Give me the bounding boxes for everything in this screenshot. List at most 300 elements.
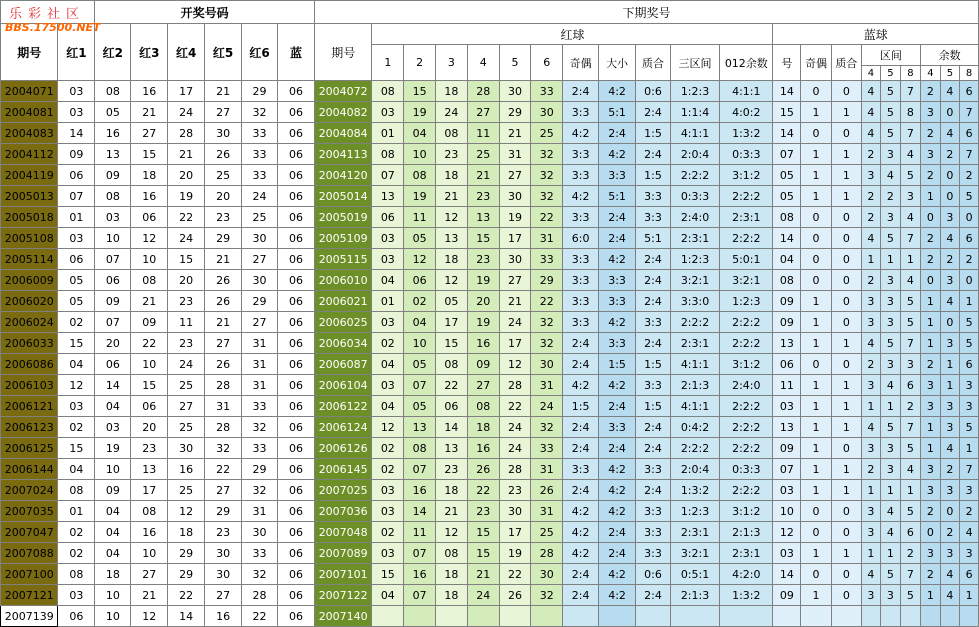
remainder-cell: 7: [960, 102, 979, 123]
next-red-number-cell: 30: [531, 354, 563, 375]
remainder-cell: 3: [921, 375, 940, 396]
blue-odd-even-cell: 0: [801, 228, 832, 249]
big-small-cell: 4:2: [599, 564, 636, 585]
interval-cell: 4: [861, 228, 880, 249]
next-red-number-cell: 17: [499, 522, 531, 543]
interval-cell: [881, 606, 900, 627]
mod3-cell: 1:3:2: [720, 585, 773, 606]
red-number-cell: 27: [242, 249, 278, 270]
next-red-number-cell: 03: [372, 228, 404, 249]
interval-cell: [900, 606, 921, 627]
blue-odd-even-cell: 1: [801, 585, 832, 606]
odd-even-cell: 3:3: [563, 207, 599, 228]
interval-cell: 4: [900, 459, 921, 480]
next-red-number-cell: 18: [436, 249, 468, 270]
blue-number-stat-cell: 08: [773, 270, 801, 291]
red-number-cell: 07: [95, 312, 131, 333]
big-small-header: 大小: [599, 45, 636, 81]
next-red-number-cell: 31: [531, 228, 563, 249]
odd-even-cell: 6:0: [563, 228, 599, 249]
blue-number-cell: 06: [277, 165, 314, 186]
table-row: [1, 543, 979, 564]
blue-prime-cell: 1: [831, 186, 861, 207]
remainder-cell: 2: [921, 81, 940, 102]
next-red-number-cell: 19: [404, 102, 436, 123]
odd-even-cell: 2:4: [563, 333, 599, 354]
remainder-cell: 3: [921, 396, 940, 417]
remainder-cell: 2: [921, 228, 940, 249]
red-number-cell: 23: [168, 291, 205, 312]
interval-cell: 3: [900, 354, 921, 375]
issue-cell: 2004112: [1, 144, 58, 165]
table-row: [1, 291, 979, 312]
next-red-number-cell: 04: [372, 585, 404, 606]
next-red-number-cell: 21: [436, 501, 468, 522]
blue-number-cell: 06: [277, 81, 314, 102]
next-red-number-cell: 05: [404, 396, 436, 417]
next-red-number-cell: 15: [436, 333, 468, 354]
next-red-number-cell: 30: [499, 81, 531, 102]
red-number-cell: 06: [131, 396, 168, 417]
blue-prime-cell: 1: [831, 543, 861, 564]
interval-cell: 5: [881, 333, 900, 354]
issue-cell: 2007088: [1, 543, 58, 564]
blue-number-stat-cell: 05: [773, 165, 801, 186]
next-red-number-cell: 31: [531, 375, 563, 396]
red-number-cell: 22: [131, 333, 168, 354]
remainder-cell: 4: [960, 522, 979, 543]
next-red-number-cell: 16: [404, 564, 436, 585]
red-number-cell: 32: [242, 102, 278, 123]
red-number-cell: 04: [95, 522, 131, 543]
red-number-cell: 31: [242, 333, 278, 354]
next-issue-cell: 2004113: [314, 144, 371, 165]
big-small-cell: 4:2: [599, 585, 636, 606]
big-small-cell: 4:2: [599, 249, 636, 270]
red-number-cell: 28: [168, 123, 205, 144]
red-number-cell: 21: [205, 81, 242, 102]
red-number-cell: 16: [131, 186, 168, 207]
remainder-cell: 1: [921, 312, 940, 333]
remainder-cell: 1: [921, 333, 940, 354]
blue-number-cell: 06: [277, 459, 314, 480]
big-small-cell: 2:4: [599, 228, 636, 249]
three-zone-cell: 1:2:3: [670, 249, 719, 270]
next-red-number-cell: 15: [467, 543, 499, 564]
next-red-number-cell: 33: [531, 81, 563, 102]
next-red-number-cell: [404, 606, 436, 627]
three-zone-cell: 3:2:1: [670, 543, 719, 564]
interval-cell: 3: [861, 165, 880, 186]
next-red-number-cell: 23: [467, 249, 499, 270]
interval-cell: 4: [900, 207, 921, 228]
next-red-number-cell: 32: [531, 186, 563, 207]
next-red-number-cell: 07: [404, 585, 436, 606]
next-red-number-cell: 24: [499, 417, 531, 438]
interval-cell: 3: [861, 438, 880, 459]
next-red-number-cell: 12: [404, 249, 436, 270]
mod3-cell: 1:2:3: [720, 291, 773, 312]
remainder-5-header: 5: [940, 66, 959, 81]
next-red-number-cell: 25: [467, 144, 499, 165]
interval-cell: 3: [881, 354, 900, 375]
blue-number-cell: 06: [277, 522, 314, 543]
three-zone-cell: 2:1:3: [670, 375, 719, 396]
next-issue-cell: 2004082: [314, 102, 371, 123]
mod3-cell: 2:4:0: [720, 375, 773, 396]
blue-number-cell: 06: [277, 375, 314, 396]
red-number-cell: 18: [168, 522, 205, 543]
next-red5-header: 5: [499, 45, 531, 81]
issue-cell: 2004081: [1, 102, 58, 123]
next-red-number-cell: 22: [499, 564, 531, 585]
interval-cell: 2: [861, 354, 880, 375]
table-row: [1, 333, 979, 354]
three-zone-cell: [670, 606, 719, 627]
interval-cell: 1: [881, 249, 900, 270]
red-number-cell: 33: [242, 123, 278, 144]
interval-cell: 3: [861, 375, 880, 396]
next-red-number-cell: 02: [372, 438, 404, 459]
next-red-number-cell: 31: [531, 459, 563, 480]
interval-cell: 4: [900, 144, 921, 165]
red-number-cell: 06: [95, 270, 131, 291]
blue-ball-header: 蓝球: [773, 24, 979, 45]
next-red-number-cell: 20: [467, 291, 499, 312]
interval-header: 区间: [861, 45, 920, 66]
next-issue-cell: 2006025: [314, 312, 371, 333]
next-red-number-cell: 05: [404, 228, 436, 249]
blue-prime-cell: [831, 606, 861, 627]
next-red-number-cell: 32: [531, 333, 563, 354]
remainder-cell: 2: [940, 144, 959, 165]
mod3-cell: 2:2:2: [720, 480, 773, 501]
next-issue-cell: 2006122: [314, 396, 371, 417]
remainder-cell: 4: [940, 228, 959, 249]
odd-even-cell: 3:3: [563, 102, 599, 123]
remainder-cell: 4: [940, 585, 959, 606]
next-red-number-cell: 11: [467, 123, 499, 144]
remainder-cell: 1: [940, 354, 959, 375]
red-number-cell: 04: [58, 354, 95, 375]
odd-even-cell: 3:3: [563, 249, 599, 270]
mod3-cell: 3:2:1: [720, 270, 773, 291]
next-red-number-cell: [499, 606, 531, 627]
red-number-cell: 30: [205, 123, 242, 144]
red-number-cell: 16: [131, 81, 168, 102]
blue-odd-even-cell: 0: [801, 501, 832, 522]
red-number-cell: 27: [168, 396, 205, 417]
next-red-number-cell: 27: [467, 375, 499, 396]
interval-cell: 4: [881, 165, 900, 186]
next-red-number-cell: 03: [372, 375, 404, 396]
interval-cell: 3: [881, 207, 900, 228]
mod3-cell: 4:2:0: [720, 564, 773, 585]
odd-even-cell: 3:3: [563, 291, 599, 312]
issue-cell: 2004119: [1, 165, 58, 186]
prime-composite-cell: 2:4: [636, 270, 671, 291]
red-number-cell: 06: [131, 207, 168, 228]
red-number-cell: 27: [131, 564, 168, 585]
next-red-number-cell: 30: [531, 102, 563, 123]
next-red-number-cell: 23: [499, 480, 531, 501]
remainder-8-header: 8: [960, 66, 979, 81]
next-red-number-cell: 04: [372, 270, 404, 291]
interval-cell: 1: [861, 543, 880, 564]
blue-number-cell: 06: [277, 312, 314, 333]
next-red-number-cell: 29: [499, 102, 531, 123]
big-small-cell: 2:4: [599, 438, 636, 459]
remainder-cell: 4: [940, 291, 959, 312]
next-red-number-cell: 27: [499, 165, 531, 186]
blue-number-cell: 06: [277, 606, 314, 627]
red-number-cell: 03: [95, 207, 131, 228]
blue-prime-cell: 1: [831, 165, 861, 186]
prime-composite-cell: 3:3: [636, 459, 671, 480]
issue-cell: 2006009: [1, 270, 58, 291]
big-small-cell: 2:4: [599, 123, 636, 144]
three-zone-cell: 4:1:1: [670, 354, 719, 375]
next-red-number-cell: 06: [372, 207, 404, 228]
red-number-cell: 15: [58, 333, 95, 354]
big-small-cell: 4:2: [599, 501, 636, 522]
red-number-cell: 27: [205, 480, 242, 501]
next-red-number-cell: 26: [467, 459, 499, 480]
prime-composite-cell: 1:5: [636, 354, 671, 375]
blue-number-cell: 06: [277, 207, 314, 228]
issue-cell: 2006103: [1, 375, 58, 396]
prime-composite-cell: 2:4: [636, 333, 671, 354]
next-red-number-cell: 08: [436, 123, 468, 144]
next-red-number-cell: 12: [436, 207, 468, 228]
three-zone-cell: 2:2:2: [670, 312, 719, 333]
blue-number-stat-cell: 03: [773, 396, 801, 417]
data-rows: [1, 81, 979, 627]
next-red-number-cell: 04: [372, 396, 404, 417]
red-number-cell: 02: [58, 522, 95, 543]
red-number-cell: 30: [242, 228, 278, 249]
odd-even-cell: 2:4: [563, 585, 599, 606]
red-number-cell: 27: [205, 333, 242, 354]
next-red-number-cell: 24: [499, 438, 531, 459]
blue-number-cell: 06: [277, 564, 314, 585]
interval-cell: 3: [900, 186, 921, 207]
big-small-cell: 2:4: [599, 522, 636, 543]
red-number-cell: 04: [95, 501, 131, 522]
prime-composite-cell: 1:5: [636, 396, 671, 417]
red2-header: 红2: [95, 24, 131, 81]
red-number-cell: 07: [58, 186, 95, 207]
red-number-cell: 05: [95, 102, 131, 123]
red-number-cell: 30: [168, 438, 205, 459]
blue-odd-even-cell: 0: [801, 354, 832, 375]
remainder-cell: 1: [921, 417, 940, 438]
prime-composite-cell: 3:3: [636, 312, 671, 333]
next-red-number-cell: 09: [467, 354, 499, 375]
red-number-cell: 32: [205, 438, 242, 459]
red-number-cell: 33: [242, 144, 278, 165]
next-red-number-cell: 14: [404, 501, 436, 522]
interval-cell: 2: [900, 543, 921, 564]
next-red-number-cell: 21: [467, 564, 499, 585]
red-number-cell: 32: [242, 417, 278, 438]
next-red-number-cell: 23: [436, 144, 468, 165]
red-number-cell: 21: [131, 585, 168, 606]
interval-cell: 4: [861, 564, 880, 585]
blue-odd-even-cell: 0: [801, 81, 832, 102]
remainder-cell: [940, 606, 959, 627]
red-number-cell: 25: [168, 417, 205, 438]
remainder-cell: 2: [921, 354, 940, 375]
issue-cell: 2006024: [1, 312, 58, 333]
odd-even-cell: 3:3: [563, 459, 599, 480]
red-ball-header: 红球: [372, 24, 773, 45]
red-number-cell: 25: [168, 480, 205, 501]
red-number-cell: 12: [131, 606, 168, 627]
red-number-cell: 15: [131, 144, 168, 165]
red-number-cell: 05: [58, 291, 95, 312]
mod3-cell: 4:1:1: [720, 81, 773, 102]
next-red-number-cell: 05: [404, 354, 436, 375]
next-red-number-cell: 31: [531, 501, 563, 522]
prime-composite-cell: 3:3: [636, 207, 671, 228]
issue-cell: 2006033: [1, 333, 58, 354]
next-issue-cell: 2005115: [314, 249, 371, 270]
odd-even-cell: 4:2: [563, 501, 599, 522]
red-number-cell: 16: [168, 459, 205, 480]
blue-odd-even-cell: 0: [801, 270, 832, 291]
interval-cell: 4: [900, 270, 921, 291]
remainder-cell: 3: [940, 417, 959, 438]
red-number-cell: 08: [58, 564, 95, 585]
remainder-cell: 5: [960, 312, 979, 333]
interval-cell: 1: [881, 480, 900, 501]
blue-prime-cell: 1: [831, 144, 861, 165]
interval-cell: 4: [861, 333, 880, 354]
red-number-cell: 15: [58, 438, 95, 459]
remainder-cell: 4: [940, 564, 959, 585]
blue-number-stat-cell: 12: [773, 522, 801, 543]
next-red-number-cell: 24: [531, 396, 563, 417]
mod3-cell: 2:1:3: [720, 522, 773, 543]
next-red-number-cell: 27: [467, 102, 499, 123]
blue-number-stat-cell: 13: [773, 333, 801, 354]
odd-even-cell: 2:4: [563, 564, 599, 585]
table-row: [1, 501, 979, 522]
red-number-cell: 29: [242, 291, 278, 312]
three-zone-cell: 2:2:2: [670, 165, 719, 186]
blue-number-stat-cell: 14: [773, 228, 801, 249]
next-red-number-cell: 10: [404, 333, 436, 354]
next-issue-cell: 2007140: [314, 606, 371, 627]
next-red-number-cell: 04: [404, 123, 436, 144]
table-row: [1, 102, 979, 123]
mod3-cell: 2:2:2: [720, 186, 773, 207]
big-small-cell: 4:2: [599, 375, 636, 396]
table-row: [1, 396, 979, 417]
odd-even-header: 奇偶: [563, 45, 599, 81]
red-number-cell: 03: [95, 417, 131, 438]
big-small-cell: 2:4: [599, 543, 636, 564]
three-zone-cell: 2:0:4: [670, 459, 719, 480]
interval-cell: 5: [881, 102, 900, 123]
blue-number-cell: 06: [277, 501, 314, 522]
next-red-number-cell: 22: [499, 396, 531, 417]
interval-4-header: 4: [861, 66, 880, 81]
remainder-cell: 3: [960, 396, 979, 417]
blue-number-cell: 06: [277, 438, 314, 459]
next-issue-cell: 2006126: [314, 438, 371, 459]
blue-number-cell: 06: [277, 186, 314, 207]
odd-even-cell: 1:5: [563, 396, 599, 417]
blue-odd-even-cell: 1: [801, 291, 832, 312]
interval-cell: 2: [861, 270, 880, 291]
red-number-cell: 04: [95, 396, 131, 417]
mod3-cell: [720, 606, 773, 627]
next-red-number-cell: 24: [499, 312, 531, 333]
interval-cell: 7: [900, 228, 921, 249]
blue-odd-even-cell: [801, 606, 832, 627]
remainder-4-header: 4: [921, 66, 940, 81]
blue-odd-even-cell: 1: [801, 543, 832, 564]
red-number-cell: 22: [205, 459, 242, 480]
red-number-cell: 02: [58, 312, 95, 333]
red-number-cell: 21: [205, 312, 242, 333]
prime-composite-header: 质合: [636, 45, 671, 81]
remainder-cell: 0: [921, 270, 940, 291]
blue-number-cell: 06: [277, 249, 314, 270]
next-issue-cell: 2006021: [314, 291, 371, 312]
interval-cell: 5: [881, 228, 900, 249]
next-issue-cell: 2006087: [314, 354, 371, 375]
interval-cell: 4: [861, 102, 880, 123]
mod3-cell: 1:3:2: [720, 123, 773, 144]
next-red-number-cell: 08: [467, 396, 499, 417]
blue-prime-cell: 0: [831, 522, 861, 543]
next-red-number-cell: [467, 606, 499, 627]
next-red-number-cell: 08: [436, 354, 468, 375]
red-number-cell: 10: [131, 249, 168, 270]
prime-composite-cell: 0:6: [636, 81, 671, 102]
next-red-number-cell: 29: [531, 270, 563, 291]
mod3-cell: 3:1:2: [720, 501, 773, 522]
red-number-cell: 17: [168, 81, 205, 102]
issue-cell: 2006144: [1, 459, 58, 480]
next-red-number-cell: 21: [499, 123, 531, 144]
table-row: [1, 144, 979, 165]
red-number-cell: 21: [205, 249, 242, 270]
table-row: [1, 228, 979, 249]
next-red-number-cell: 17: [436, 312, 468, 333]
next-red-number-cell: 21: [499, 291, 531, 312]
blue-number-stat-cell: 09: [773, 291, 801, 312]
blue-prime-cell: 1: [831, 480, 861, 501]
red-number-cell: 30: [242, 522, 278, 543]
red-number-cell: 02: [58, 543, 95, 564]
three-zone-cell: 2:3:1: [670, 522, 719, 543]
blue-prime-cell: 0: [831, 585, 861, 606]
next-red-number-cell: 07: [404, 375, 436, 396]
mod3-cell: 2:2:2: [720, 228, 773, 249]
big-small-cell: 3:3: [599, 291, 636, 312]
red-number-cell: 06: [58, 606, 95, 627]
blue-prime-cell: 1: [831, 417, 861, 438]
blue-number-cell: 06: [277, 123, 314, 144]
next-red-number-cell: 08: [436, 543, 468, 564]
blue-odd-even-cell: 0: [801, 564, 832, 585]
remainder-cell: 2: [921, 123, 940, 144]
next-red-number-cell: 02: [372, 459, 404, 480]
